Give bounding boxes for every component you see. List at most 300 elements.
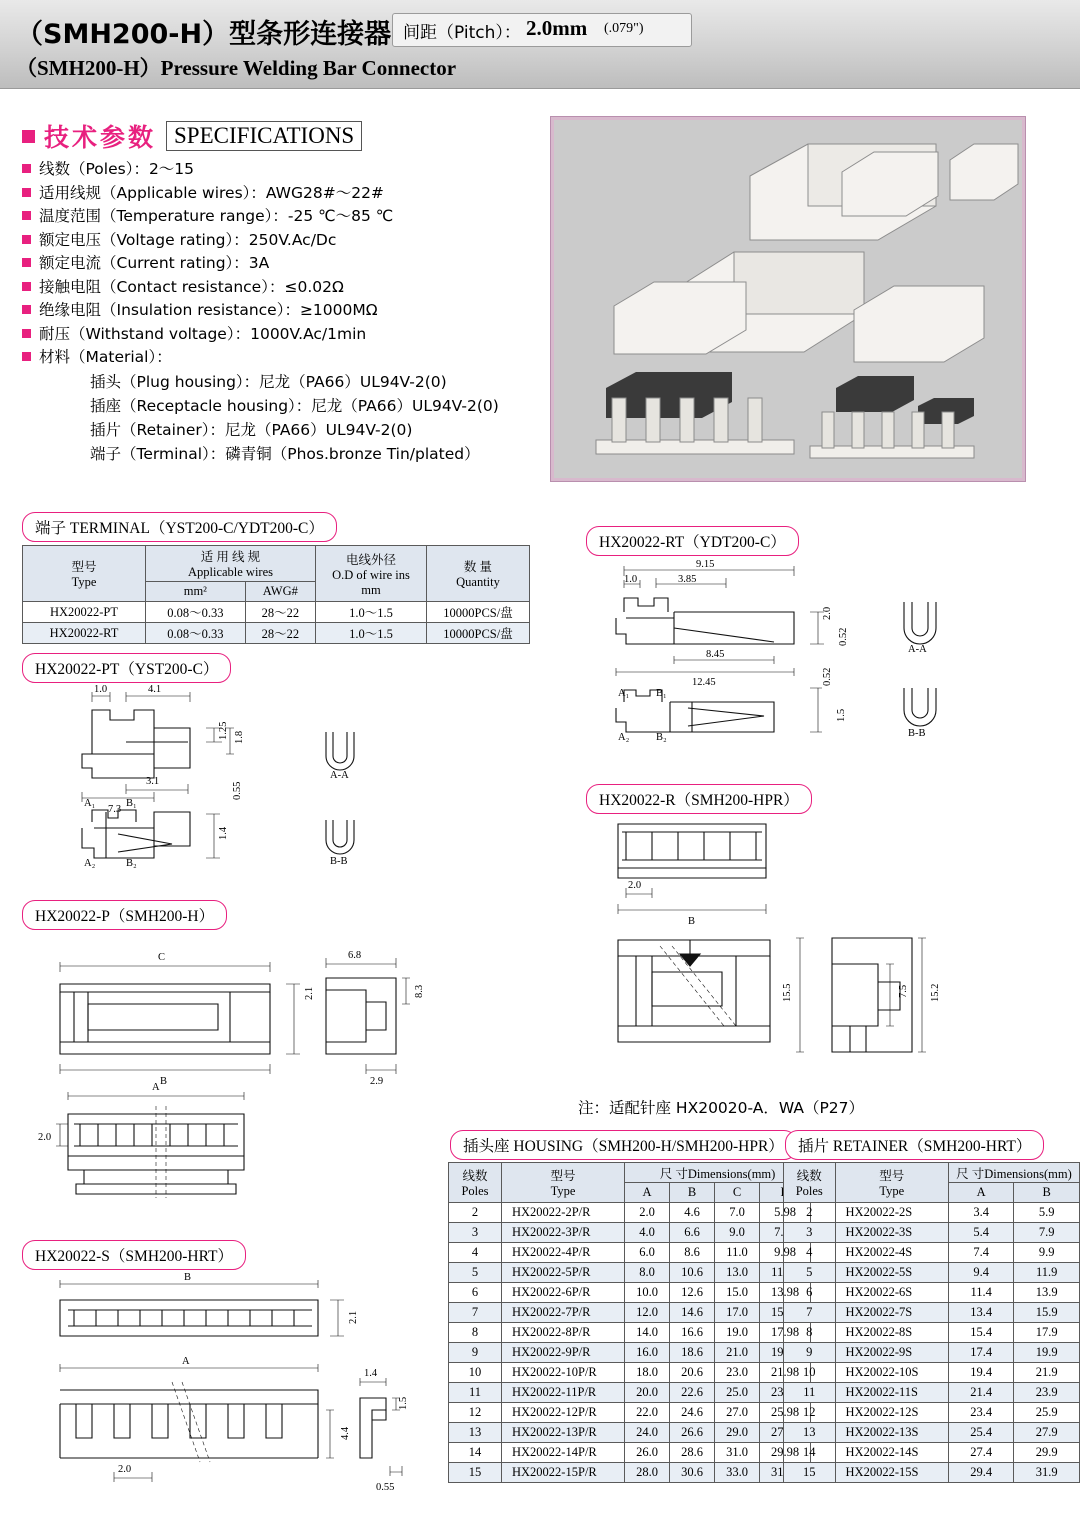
cell-b: 29.9 <box>1014 1443 1080 1463</box>
cell-b: 11.9 <box>1014 1263 1080 1283</box>
cell-b: 12.6 <box>670 1283 715 1303</box>
specifications-list <box>22 158 552 466</box>
cell-poles: 2 <box>449 1203 502 1223</box>
table-row <box>449 1263 811 1283</box>
cell-type: HX20022-2P/R <box>502 1203 625 1223</box>
th-type <box>23 546 146 602</box>
svg-text:4.1: 4.1 <box>148 684 162 695</box>
cell-d: 13.98 <box>760 1283 811 1303</box>
cell-c: 21.0 <box>715 1343 760 1363</box>
th-type-cn: 型号 <box>550 1169 576 1183</box>
cell-d: 27.98 <box>760 1423 811 1443</box>
svg-text:A-A: A-A <box>330 770 349 781</box>
cell-type: HX20022-6S <box>835 1283 948 1303</box>
bullet-icon <box>22 235 31 244</box>
cell-c: 27.0 <box>715 1403 760 1423</box>
table-row <box>449 1243 811 1263</box>
page-title-cn: （SMH200-H）型条形连接器 <box>16 19 392 50</box>
cell-a: 2.0 <box>625 1203 670 1223</box>
cell-d: 21.98 <box>760 1363 811 1383</box>
cell-c: 7.0 <box>715 1203 760 1223</box>
svg-text:2.0: 2.0 <box>118 1464 132 1475</box>
th-wires <box>146 546 316 582</box>
cell-type: HX20022-8P/R <box>502 1323 625 1343</box>
table-row <box>449 1343 811 1363</box>
cell-poles: 9 <box>449 1343 502 1363</box>
cell-b: 6.6 <box>670 1223 715 1243</box>
th-a: A <box>625 1183 670 1203</box>
table-header-row <box>449 1163 811 1183</box>
th-b: B <box>1014 1183 1080 1203</box>
cell-a: 24.0 <box>625 1423 670 1443</box>
terminal-table-caption: 端子 TERMINAL（YST200-C/YDT200-C） <box>22 512 337 542</box>
cell-poles: 15 <box>784 1463 836 1483</box>
drawing-rt <box>596 556 996 746</box>
cell-b: 24.6 <box>670 1403 715 1423</box>
cell-type: HX20022-10S <box>835 1363 948 1383</box>
spec-item-poles <box>22 158 552 182</box>
cell-poles: 15 <box>449 1463 502 1483</box>
cell-type: HX20022-14P/R <box>502 1443 625 1463</box>
bullet-icon <box>22 352 31 361</box>
svg-text:3.1: 3.1 <box>146 776 160 787</box>
bullet-icon <box>22 164 31 173</box>
spec-item-current <box>22 252 552 276</box>
cell-d: 5.98 <box>760 1203 811 1223</box>
spec-item-voltage <box>22 229 552 253</box>
pitch-inch: (.079") <box>604 21 644 36</box>
svg-text:2.0: 2.0 <box>38 1132 52 1143</box>
table-row <box>449 1423 811 1443</box>
cell-a: 11.4 <box>948 1283 1014 1303</box>
cell-type: HX20022-PT <box>23 602 146 623</box>
svg-text:A-A: A-A <box>908 644 927 655</box>
svg-text:B₁: B₁ <box>126 798 137 809</box>
cell-type: HX20022-13S <box>835 1423 948 1443</box>
cell-poles: 13 <box>449 1423 502 1443</box>
material-receptacle-housing: 插座（Receptacle housing）：尼龙（PA66）UL94V-2(0) <box>90 396 499 415</box>
svg-text:6.8: 6.8 <box>348 950 362 961</box>
svg-text:A: A <box>152 1082 160 1093</box>
svg-text:B: B <box>184 1272 192 1283</box>
cell-d: 9.98 <box>760 1243 811 1263</box>
cell-a: 21.4 <box>948 1383 1014 1403</box>
cell-poles: 11 <box>449 1383 502 1403</box>
cell-d: 31.98 <box>760 1463 811 1483</box>
th-od-cn: 电线外径 <box>345 552 396 567</box>
th-type-cn: 型号 <box>879 1169 905 1183</box>
svg-text:12.45: 12.45 <box>692 677 716 688</box>
th-qty-cn: 数 量 <box>463 560 493 574</box>
cell-b: 16.6 <box>670 1323 715 1343</box>
svg-text:B: B <box>688 916 696 927</box>
svg-text:2.1: 2.1 <box>304 986 315 1000</box>
specifications-heading <box>22 118 362 154</box>
svg-text:2.9: 2.9 <box>370 1076 384 1087</box>
cell-c: 9.0 <box>715 1223 760 1243</box>
svg-text:B₂: B₂ <box>126 858 137 869</box>
drawing-caption-s: HX20022-S（SMH200-HRT） <box>22 1240 246 1270</box>
pitch-box <box>392 13 692 47</box>
cell-poles: 14 <box>784 1443 836 1463</box>
table-row <box>784 1203 1080 1223</box>
th-od-en: O.D of wire ins <box>332 567 410 582</box>
cell-poles: 10 <box>449 1363 502 1383</box>
cell-type: HX20022-11P/R <box>502 1383 625 1403</box>
th-dimensions: 尺 寸Dimensions(mm) <box>948 1163 1079 1183</box>
cell-type: HX20022-11S <box>835 1383 948 1403</box>
table-row <box>449 1443 811 1463</box>
bullet-icon <box>22 282 31 291</box>
spec-text: 适用线规（Applicable wires）：AWG28#～22# <box>39 183 384 202</box>
cell-type: HX20022-4S <box>835 1243 948 1263</box>
svg-text:C: C <box>158 952 166 963</box>
svg-text:1.4: 1.4 <box>364 1368 378 1379</box>
spec-item-insulation-resistance <box>22 299 552 323</box>
cell-od: 1.0～1.5 <box>316 623 427 644</box>
svg-text:B: B <box>160 1076 168 1087</box>
cell-b: 9.9 <box>1014 1243 1080 1263</box>
cell-a: 10.0 <box>625 1283 670 1303</box>
svg-text:15.5: 15.5 <box>782 983 793 1002</box>
cell-b: 13.9 <box>1014 1283 1080 1303</box>
cell-b: 19.9 <box>1014 1343 1080 1363</box>
svg-text:1.4: 1.4 <box>218 826 229 840</box>
svg-text:3.85: 3.85 <box>678 574 697 585</box>
cell-poles: 7 <box>784 1303 836 1323</box>
svg-text:1.5: 1.5 <box>398 1396 409 1410</box>
cell-poles: 3 <box>784 1223 836 1243</box>
svg-text:8.45: 8.45 <box>706 649 725 660</box>
th-qty <box>427 546 530 602</box>
th-type-en: Type <box>550 1184 576 1198</box>
th-wires-en: Applicable wires <box>187 565 274 579</box>
cell-mm2: 0.08～0.33 <box>146 623 246 644</box>
cell-a: 3.4 <box>948 1203 1014 1223</box>
cell-od: 1.0～1.5 <box>316 602 427 623</box>
svg-text:0.55: 0.55 <box>376 1482 395 1493</box>
table-row <box>784 1263 1080 1283</box>
drawing-pt <box>30 680 410 880</box>
cell-poles: 10 <box>784 1363 836 1383</box>
svg-text:1.0: 1.0 <box>624 574 638 585</box>
svg-text:8.3: 8.3 <box>414 984 425 998</box>
svg-text:B-B: B-B <box>330 856 348 867</box>
cell-type: HX20022-14S <box>835 1443 948 1463</box>
cell-c: 29.0 <box>715 1423 760 1443</box>
table-row <box>23 602 530 623</box>
table-row <box>449 1223 811 1243</box>
cell-type: HX20022-9P/R <box>502 1343 625 1363</box>
svg-text:4.4: 4.4 <box>340 1426 351 1440</box>
cell-c: 25.0 <box>715 1383 760 1403</box>
spec-text: 线数（Poles）：2～15 <box>39 160 195 178</box>
th-od <box>316 546 427 602</box>
table-row <box>784 1443 1080 1463</box>
spec-item-wires <box>22 182 552 206</box>
cell-type: HX20022-8S <box>835 1323 948 1343</box>
table-row <box>784 1243 1080 1263</box>
cell-poles: 2 <box>784 1203 836 1223</box>
th-poles-cn: 线数 <box>796 1169 822 1183</box>
cell-a: 22.0 <box>625 1403 670 1423</box>
cell-a: 28.0 <box>625 1463 670 1483</box>
specifications-heading-cn: 技术参数 <box>44 123 157 152</box>
svg-text:A₁: A₁ <box>84 798 96 809</box>
cell-poles: 8 <box>449 1323 502 1343</box>
cell-d: 7.98 <box>760 1223 811 1243</box>
spec-item-material <box>22 346 552 370</box>
spec-item-contact-resistance <box>22 276 552 300</box>
cell-poles: 5 <box>784 1263 836 1283</box>
table-row <box>449 1203 811 1223</box>
table-row <box>784 1423 1080 1443</box>
th-poles-en: Poles <box>795 1184 823 1198</box>
pitch-label: 间距（Pitch）： <box>403 23 521 43</box>
th-type-en: Type <box>71 575 97 589</box>
material-retainer: 插片（Retainer）：尼龙（PA66）UL94V-2(0) <box>90 420 413 439</box>
table-header-row <box>784 1163 1080 1183</box>
cell-type: HX20022-RT <box>23 623 146 644</box>
svg-text:7.3: 7.3 <box>108 804 122 815</box>
cell-poles: 11 <box>784 1383 836 1403</box>
th-a: A <box>948 1183 1014 1203</box>
svg-text:B₁: B₁ <box>656 688 667 699</box>
cell-a: 13.4 <box>948 1303 1014 1323</box>
svg-text:2.1: 2.1 <box>348 1310 359 1324</box>
cell-b: 4.6 <box>670 1203 715 1223</box>
cell-poles: 9 <box>784 1343 836 1363</box>
cell-a: 19.4 <box>948 1363 1014 1383</box>
bullet-icon <box>22 329 31 338</box>
cell-b: 26.6 <box>670 1423 715 1443</box>
spec-text: 额定电压（Voltage rating）：250V.Ac/Dc <box>39 230 337 249</box>
page-header <box>0 0 1080 89</box>
table-row <box>784 1363 1080 1383</box>
svg-text:1.25: 1.25 <box>218 721 229 740</box>
table-row <box>784 1303 1080 1323</box>
drawing-caption-r: HX20022-R（SMH200-HPR） <box>586 784 812 814</box>
cell-a: 9.4 <box>948 1263 1014 1283</box>
cell-a: 16.0 <box>625 1343 670 1363</box>
cell-b: 5.9 <box>1014 1203 1080 1223</box>
table-row <box>449 1403 811 1423</box>
cell-poles: 6 <box>784 1283 836 1303</box>
retainer-table-caption: 插片 RETAINER（SMH200-HRT） <box>785 1130 1044 1160</box>
cell-d: 29.98 <box>760 1443 811 1463</box>
svg-text:0.52: 0.52 <box>822 667 833 686</box>
th-wires-cn: 适 用 线 规 <box>200 550 261 564</box>
cell-d: 19.98 <box>760 1343 811 1363</box>
cell-poles: 12 <box>449 1403 502 1423</box>
spec-text: 材料（Material）： <box>39 348 172 366</box>
cell-a: 4.0 <box>625 1223 670 1243</box>
retainer-table <box>783 1162 1080 1483</box>
cell-b: 23.9 <box>1014 1383 1080 1403</box>
cell-a: 23.4 <box>948 1403 1014 1423</box>
spec-text: 温度范围（Temperature range）：-25 ℃～85 ℃ <box>39 207 394 225</box>
cell-poles: 4 <box>784 1243 836 1263</box>
table-row <box>784 1403 1080 1423</box>
material-terminal: 端子（Terminal）：磷青铜（Phos.bronze Tin/plated） <box>90 444 480 463</box>
cell-poles: 13 <box>784 1423 836 1443</box>
cell-type: HX20022-9S <box>835 1343 948 1363</box>
cell-poles: 4 <box>449 1243 502 1263</box>
table-row <box>449 1463 811 1483</box>
cell-b: 10.6 <box>670 1263 715 1283</box>
cell-a: 8.0 <box>625 1263 670 1283</box>
svg-text:B₂: B₂ <box>656 732 667 743</box>
cell-a: 6.0 <box>625 1243 670 1263</box>
cell-poles: 5 <box>449 1263 502 1283</box>
cell-b: 31.9 <box>1014 1463 1080 1483</box>
bullet-square-icon <box>22 130 35 143</box>
cell-d: 23.98 <box>760 1383 811 1403</box>
cell-type: HX20022-12P/R <box>502 1403 625 1423</box>
cell-b: 15.9 <box>1014 1303 1080 1323</box>
th-poles-en: Poles <box>461 1184 489 1198</box>
spec-text: 耐压（Withstand voltage）：1000V.Ac/1min <box>39 324 367 343</box>
svg-text:B-B: B-B <box>908 728 926 739</box>
svg-text:A₁: A₁ <box>618 688 630 699</box>
table-row <box>449 1283 811 1303</box>
cell-type: HX20022-6P/R <box>502 1283 625 1303</box>
cell-poles: 3 <box>449 1223 502 1243</box>
cell-c: 13.0 <box>715 1263 760 1283</box>
cell-type: HX20022-13P/R <box>502 1423 625 1443</box>
cell-c: 23.0 <box>715 1363 760 1383</box>
table-row <box>449 1363 811 1383</box>
table-row <box>784 1343 1080 1363</box>
drawing-r <box>600 812 1020 1082</box>
cell-type: HX20022-10P/R <box>502 1363 625 1383</box>
product-photo-image <box>554 120 1022 478</box>
drawing-caption-pt: HX20022-PT（YST200-C） <box>22 653 231 683</box>
cell-a: 17.4 <box>948 1343 1014 1363</box>
svg-text:2.0: 2.0 <box>628 880 642 891</box>
cell-qty: 10000PCS/盘 <box>427 602 530 623</box>
svg-text:A₂: A₂ <box>84 858 96 869</box>
table-row <box>784 1223 1080 1243</box>
cell-b: 18.6 <box>670 1343 715 1363</box>
svg-text:1.0: 1.0 <box>94 684 108 695</box>
cell-awg: 28～22 <box>245 602 315 623</box>
cell-a: 18.0 <box>625 1363 670 1383</box>
cell-b: 17.9 <box>1014 1323 1080 1343</box>
th-type-en: Type <box>879 1184 905 1198</box>
material-plug-housing: 插头（Plug housing）：尼龙（PA66）UL94V-2(0) <box>90 372 447 391</box>
table-row <box>784 1283 1080 1303</box>
cell-poles: 12 <box>784 1403 836 1423</box>
cell-b: 28.6 <box>670 1443 715 1463</box>
drawing-p <box>30 928 430 1238</box>
cell-b: 22.6 <box>670 1383 715 1403</box>
cell-type: HX20022-5S <box>835 1263 948 1283</box>
spec-text: 接触电阻（Contact resistance）：≤0.02Ω <box>39 277 344 296</box>
th-dimensions: 尺 寸Dimensions(mm) <box>625 1163 811 1183</box>
bullet-icon <box>22 188 31 197</box>
cell-a: 12.0 <box>625 1303 670 1323</box>
cell-type: HX20022-12S <box>835 1403 948 1423</box>
cell-d: 11.98 <box>760 1263 811 1283</box>
fitting-note: 注：适配针座 HX20020-A．WA（P27） <box>578 1099 865 1117</box>
th-od-unit: mm <box>361 582 381 597</box>
housing-table <box>448 1162 811 1483</box>
svg-text:1.5: 1.5 <box>836 708 847 722</box>
table-header-row <box>23 546 530 582</box>
cell-type: HX20022-5P/R <box>502 1263 625 1283</box>
drawing-caption-rt: HX20022-RT（YDT200-C） <box>586 526 799 556</box>
cell-c: 15.0 <box>715 1283 760 1303</box>
cell-b: 25.9 <box>1014 1403 1080 1423</box>
cell-a: 27.4 <box>948 1443 1014 1463</box>
table-row <box>784 1323 1080 1343</box>
th-type <box>835 1163 948 1203</box>
svg-text:9.15: 9.15 <box>696 559 715 570</box>
page-title-en: （SMH200-H）Pressure Welding Bar Connector <box>16 56 457 80</box>
cell-d: 25.98 <box>760 1403 811 1423</box>
cell-a: 7.4 <box>948 1243 1014 1263</box>
svg-text:7.5: 7.5 <box>898 984 909 998</box>
svg-text:0.55: 0.55 <box>232 781 243 800</box>
cell-a: 5.4 <box>948 1223 1014 1243</box>
cell-poles: 7 <box>449 1303 502 1323</box>
table-row <box>449 1323 811 1343</box>
svg-text:A₂: A₂ <box>618 732 630 743</box>
table-row <box>784 1383 1080 1403</box>
bullet-icon <box>22 211 31 220</box>
cell-b: 30.6 <box>670 1463 715 1483</box>
cell-a: 29.4 <box>948 1463 1014 1483</box>
th-b: B <box>670 1183 715 1203</box>
cell-b: 7.9 <box>1014 1223 1080 1243</box>
th-qty-en: Quantity <box>456 575 500 589</box>
spec-item-withstand-voltage <box>22 323 552 347</box>
th-c: C <box>715 1183 760 1203</box>
table-row <box>784 1463 1080 1483</box>
th-poles-cn: 线数 <box>462 1169 488 1183</box>
spec-item-temperature <box>22 205 552 229</box>
th-type <box>502 1163 625 1203</box>
cell-b: 27.9 <box>1014 1423 1080 1443</box>
cell-a: 25.4 <box>948 1423 1014 1443</box>
drawing-s <box>30 1272 430 1502</box>
table-row <box>449 1383 811 1403</box>
th-d: D <box>760 1183 811 1203</box>
bullet-icon <box>22 258 31 267</box>
bullet-icon <box>22 305 31 314</box>
cell-c: 19.0 <box>715 1323 760 1343</box>
svg-text:1.8: 1.8 <box>234 730 245 744</box>
drawing-caption-p: HX20022-P（SMH200-H） <box>22 900 227 930</box>
svg-text:0.52: 0.52 <box>838 627 849 646</box>
cell-type: HX20022-3S <box>835 1223 948 1243</box>
cell-type: HX20022-2S <box>835 1203 948 1223</box>
cell-b: 21.9 <box>1014 1363 1080 1383</box>
th-poles <box>449 1163 502 1203</box>
cell-c: 33.0 <box>715 1463 760 1483</box>
table-row <box>449 1303 811 1323</box>
cell-type: HX20022-15S <box>835 1463 948 1483</box>
cell-poles: 8 <box>784 1323 836 1343</box>
cell-poles: 14 <box>449 1443 502 1463</box>
cell-a: 26.0 <box>625 1443 670 1463</box>
svg-text:A: A <box>182 1356 190 1367</box>
svg-text:2.0: 2.0 <box>822 606 833 620</box>
cell-a: 20.0 <box>625 1383 670 1403</box>
cell-type: HX20022-3P/R <box>502 1223 625 1243</box>
terminal-table <box>22 545 530 644</box>
